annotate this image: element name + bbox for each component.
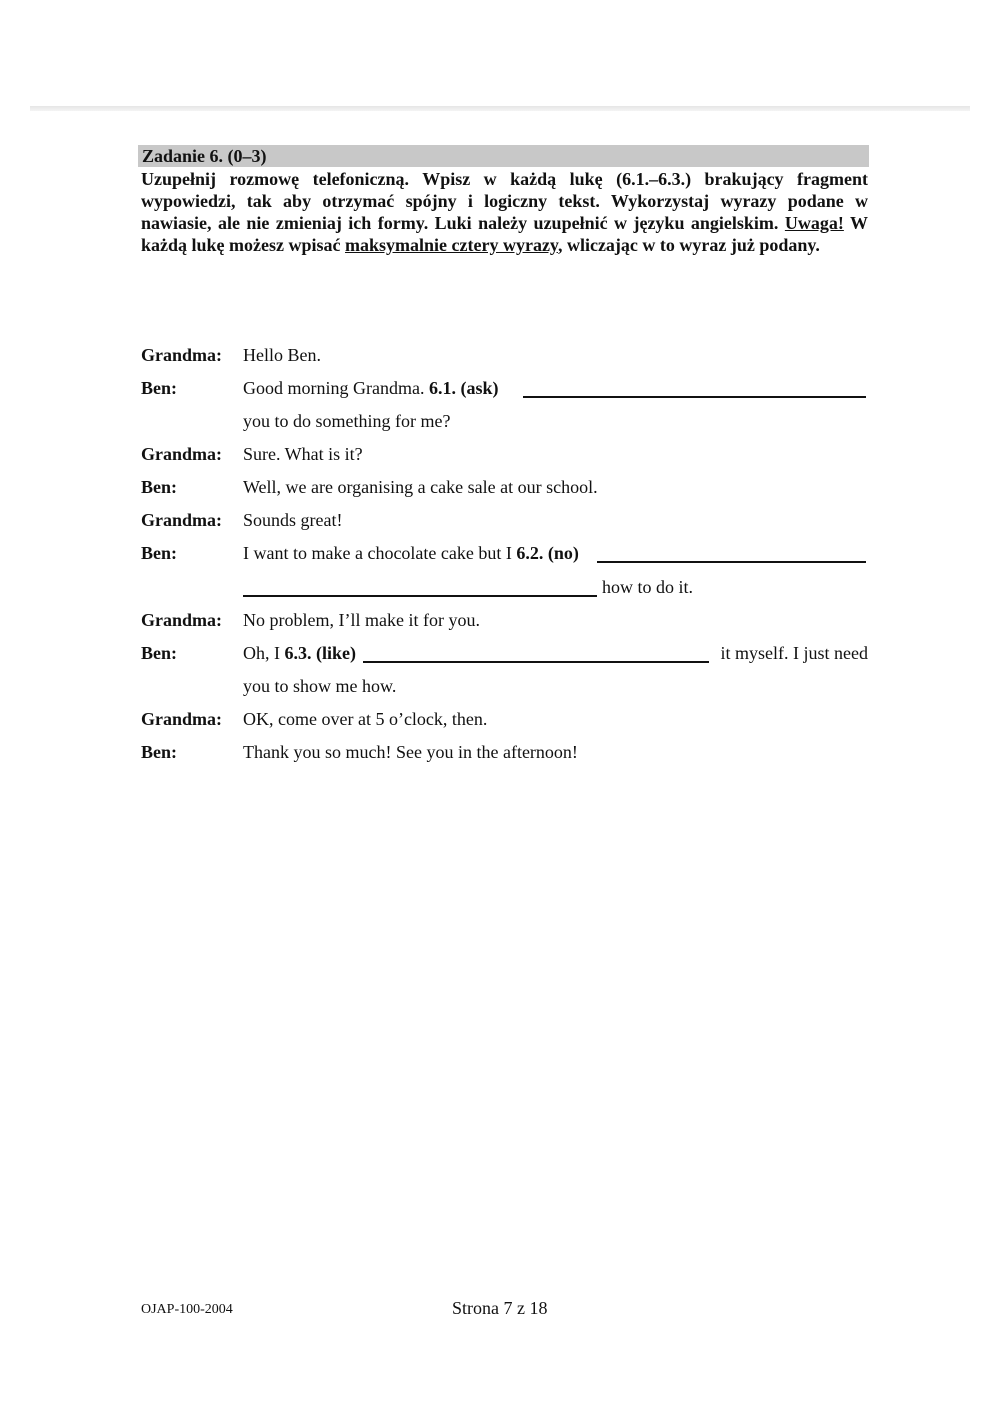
- line-text-start: I want to make a chocolate cake but I: [243, 543, 517, 563]
- gap-label-6-1: 6.1. (ask): [428, 378, 499, 398]
- answer-gap-6-2a[interactable]: [597, 561, 866, 563]
- line-text: Thank you so much! See you in the afternoon!: [243, 742, 578, 762]
- dialogue-line: [141, 739, 868, 765]
- dialogue-line: [141, 507, 868, 533]
- dialogue-line: [141, 574, 868, 600]
- answer-gap-6-1[interactable]: [523, 396, 866, 398]
- dialogue-line: [141, 408, 868, 434]
- dialogue-line: [141, 474, 868, 500]
- line-text-start: Good morning Grandma.: [243, 378, 429, 398]
- speaker-grandma: Grandma:: [141, 510, 222, 530]
- line-text: No problem, I’ll make it for you.: [243, 610, 480, 630]
- line-text: you to do something for me?: [243, 411, 451, 431]
- line-text: OK, come over at 5 o’clock, then.: [243, 709, 488, 729]
- dialogue-line: [141, 607, 868, 633]
- line-text: Sure. What is it?: [243, 444, 363, 464]
- speaker-grandma: Grandma:: [141, 444, 222, 464]
- instructions-part2: W każdą lukę możesz wpisać: [141, 213, 868, 255]
- warning-label: Uwaga!: [784, 213, 844, 233]
- dialogue-line: [141, 540, 868, 566]
- speaker-ben: Ben:: [141, 742, 177, 762]
- speaker-ben: Ben:: [141, 477, 177, 497]
- speaker-ben: Ben:: [141, 643, 177, 663]
- dialogue-line: [141, 441, 868, 467]
- dialogue-line: [141, 640, 868, 666]
- instructions-main: Uzupełnij rozmowę telefoniczną. Wpisz w każdą lukę (6.1.–6.3.) brakujący fragment wypowiedzi, tak aby otrzymać spójny i logiczny tekst. Wykorzystaj wyrazy podane w nawiasie, ale nie zmieniaj ich formy. Luki należy uzupełnić w języku angielskim.: [141, 169, 868, 233]
- line-text-end: how to do it.: [602, 577, 694, 597]
- page-number: Strona 7 z 18: [452, 1298, 548, 1318]
- speaker-ben: Ben:: [141, 378, 177, 398]
- speaker-grandma: Grandma:: [141, 709, 222, 729]
- line-text-end: it myself. I just need: [720, 643, 868, 663]
- answer-gap-6-3[interactable]: [363, 661, 709, 663]
- gap-label-6-2: 6.2. (no): [516, 543, 579, 563]
- dialogue-line: [141, 342, 868, 368]
- gap-label-6-3: 6.3. (like): [284, 643, 356, 663]
- answer-gap-6-2b[interactable]: [243, 595, 597, 597]
- top-rule: [30, 106, 970, 111]
- dialogue-line: [141, 375, 868, 401]
- line-text: Hello Ben.: [243, 345, 321, 365]
- task-instructions: [141, 168, 868, 256]
- word-limit-phrase: maksymalnie cztery wyrazy: [345, 235, 558, 255]
- instructions-part3: , wliczając w to wyraz już podany.: [557, 235, 820, 255]
- speaker-grandma: Grandma:: [141, 610, 222, 630]
- line-text: you to show me how.: [243, 676, 397, 696]
- speaker-grandma: Grandma:: [141, 345, 222, 365]
- line-text-start: Oh, I: [243, 643, 285, 663]
- dialogue-line: [141, 706, 868, 732]
- speaker-ben: Ben:: [141, 543, 177, 563]
- task-title: Zadanie 6. (0–3): [138, 145, 869, 167]
- dialogue-line: [141, 673, 868, 699]
- line-text: Sounds great!: [243, 510, 343, 530]
- exam-code: OJAP-100-2004: [141, 1302, 233, 1317]
- line-text: Well, we are organising a cake sale at our school.: [243, 477, 598, 497]
